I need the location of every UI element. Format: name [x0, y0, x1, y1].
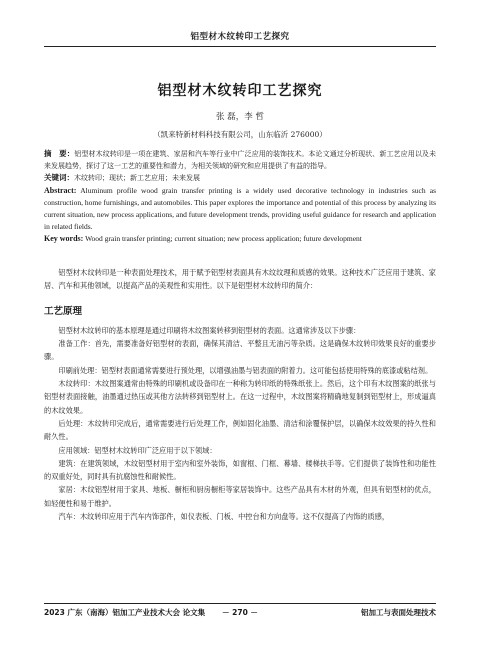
abstract-cn	[44, 148, 436, 172]
body-text	[44, 266, 436, 523]
body-paragraph: 印刷前处理：铝型材表面通常需要进行预处理，以增强油墨与铝表面的附着力。这可能包括使用特殊的底漆或粘结剂。	[58, 365, 433, 375]
body-paragraph: 建筑：在建筑领域，木纹铝型材用于室内和室外装饰，如窗框、门框、幕墙、楼梯扶手等。它们提供了装饰性和功能性的双重好处，同时具有抗腐蚀性和耐候性。	[44, 458, 436, 482]
abstract-en-label: Abstract:	[44, 185, 77, 195]
body-paragraph: 木纹转印：木纹图案通常由特殊的印刷机或设备印在一种称为转印纸的特殊纸张上。然后，这个印有木纹图案的纸张与铝型材表面接触，油墨通过热压或其他方法转移到铝型材上。在这一过程中，木纹图案将精确地复制到铝型材上，形成逼真的木纹效果。	[44, 379, 436, 415]
body-paragraph: 家居：木纹铝型材用于家具、地板、橱柜和厨房橱柜等家居装饰中。这些产品具有木材的外观，但具有铝型材的优点，如轻便性和易于维护。	[44, 485, 436, 508]
abstract-label: 摘 要：	[44, 149, 75, 158]
page-footer	[44, 603, 436, 617]
abstract-en	[44, 185, 436, 234]
keywords-label: 关键词：	[44, 173, 74, 183]
body-paragraph: 铝型材木纹转印的基本原理是通过印刷将木纹图案转移到铝型材的表面。这通常涉及以下步骤：	[58, 325, 361, 335]
body-paragraph: 准备工作：首先，需要准备好铝型材的表面，确保其清洁、平整且无油污等杂质。这是确保木纹转印效果良好的重要步骤。	[44, 339, 436, 362]
body-paragraph: 汽车：木纹转印应用于汽车内饰部件，如仪表板、门板、中控台和方向盘等。这不仅提高了内饰的质感，	[58, 512, 390, 522]
running-head: 铝型材木纹转印工艺探究	[44, 30, 436, 47]
paper-affiliation: （凯来特新材料科技有限公司，山东临沂 276000）	[153, 130, 327, 139]
intro-paragraph: 铝型材木纹转印是一种表面处理技术，用于赋予铝型材表面具有木纹纹理和质感的效果。这种技术广泛应用于建筑、家居、汽车和其他领域，以提高产品的美观性和实用性。以下是铝型材木纹转印的简介：	[44, 268, 436, 291]
keywords-cn	[44, 172, 436, 184]
page-number: － 270 －	[222, 608, 258, 617]
abstract-text: 铝型材木纹转印是一项在建筑、家居和汽车等行业中广泛应用的装饰技术。本论文通过分析现状、新工艺应用以及未来发展趋势，探讨了这一工艺的重要性和潜力，为相关领域的研究和应用提供了有益的指导。	[44, 150, 437, 171]
keywords-en	[44, 233, 436, 245]
paper-title: 铝型材木纹转印工艺探究	[157, 83, 323, 99]
section-heading: 工艺原理	[44, 305, 83, 317]
body-paragraph: 后处理：木纹转印完成后，通常需要进行后处理工作，例如固化油墨、清洁和涂覆保护层，以确保木纹效果的持久性和耐久性。	[44, 418, 436, 442]
abstract-block	[44, 148, 436, 246]
footer-conference: 2023 广东（南海）铝加工产业技术大会 论文集	[44, 608, 206, 617]
footer-journal: 铝加工与表面处理技术	[361, 608, 436, 617]
keywords-text: 木纹转印；现状；新工艺应用；未来发展	[74, 174, 200, 183]
abstract-en-text: Aluminum profile wood grain transfer printing is a widely used decorative technology in industries such as construction, home furnishings, and automobiles. This paper explores the importance and potential of this process by analyzing its current situation, new process applications, and future development trends, providing useful guidance for research and application in related fields.	[44, 185, 436, 232]
keywords-en-text: Wood grain transfer printing; current situation; new process application; future development	[85, 234, 362, 244]
body-paragraph: 应用领域：铝型材木纹转印广泛应用于以下领域：	[58, 445, 217, 455]
keywords-en-label: Key words:	[44, 234, 84, 244]
paper-authors: 张 磊，李 哲	[216, 112, 264, 122]
